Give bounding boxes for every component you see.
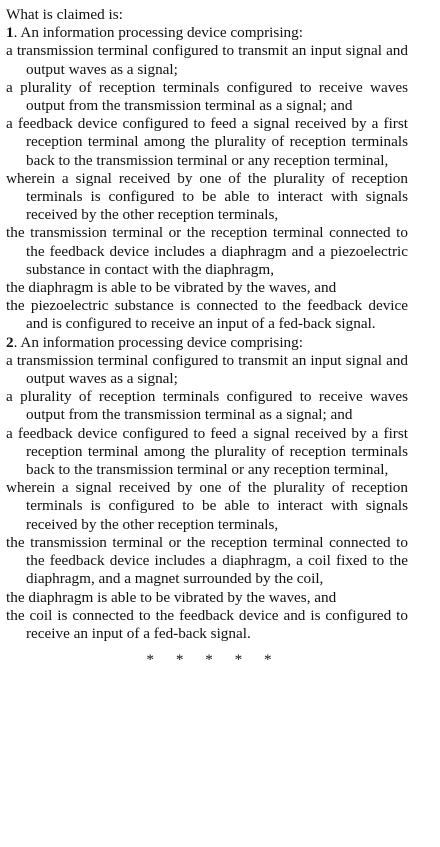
claim-1-preamble-text: . An information processing device comprising: [13,24,303,42]
claim-1-number: 1 [6,24,14,42]
claim-2-preamble-text: . An information processing device comprising: [13,333,303,351]
claim-1 [6,24,408,333]
claim-2-number: 2 [6,333,14,351]
claim-1-element-6: the diaphragm is able to be vibrated by the waves, and [6,279,337,297]
claims-heading: What is claimed is: [6,6,123,23]
claim-1-element-1: a transmission terminal configured to transmit an input signal and output waves as a signal; [6,42,408,78]
claim-2-element-1: a transmission terminal configured to transmit an input signal and output waves as a signal; [6,351,408,388]
claim-2-element-7: the coil is connected to the feedback device and is configured to receive an input of a fed-back signal. [6,606,408,642]
claim-2-element-5: the transmission terminal or the reception terminal connected to the feedback device includes a diaphragm, a coil fixed to the diaphragm, and a magnet surrounded by the coil, [6,533,408,588]
claim-1-element-2: a plurality of reception terminals configured to receive waves output from the transmission terminal as a signal; and [6,78,408,115]
claim-2-element-2: a plurality of reception terminals configured to receive waves output from the transmission terminal as a signal; and [6,388,408,424]
claim-2-element-6: the diaphragm is able to be vibrated by the waves, and [6,588,337,606]
claim-1-element-3: a feedback device configured to feed a signal received by a first reception terminal among the plurality of reception terminals back to the transmission terminal or any reception terminal, [6,115,408,169]
claim-1-element-4: wherein a signal received by one of the plurality of reception terminals is configured to be able to interact with signals received by the other reception terminals, [6,169,408,224]
claims-document [6,6,408,669]
claim-1-element-7: the piezoelectric substance is connected to the feedback device and is configured to receive an input of a fed-back signal. [6,297,408,333]
claim-1-element-5: the transmission terminal or the reception terminal connected to the feedback device includes a diaphragm and a piezoelectric substance in contact with the diaphragm, [6,224,408,278]
claim-2-preamble [6,334,408,352]
end-of-document-mark: * * * * * [146,651,274,669]
claim-2-element-4: wherein a signal received by one of the plurality of reception terminals is configured to be able to interact with signals received by the other reception terminals, [6,479,408,533]
claim-1-preamble [6,24,408,42]
claim-2-element-3: a feedback device configured to feed a signal received by a first reception terminal among the plurality of reception terminals back to the transmission terminal or any reception terminal, [6,424,408,479]
claim-2 [6,334,408,643]
